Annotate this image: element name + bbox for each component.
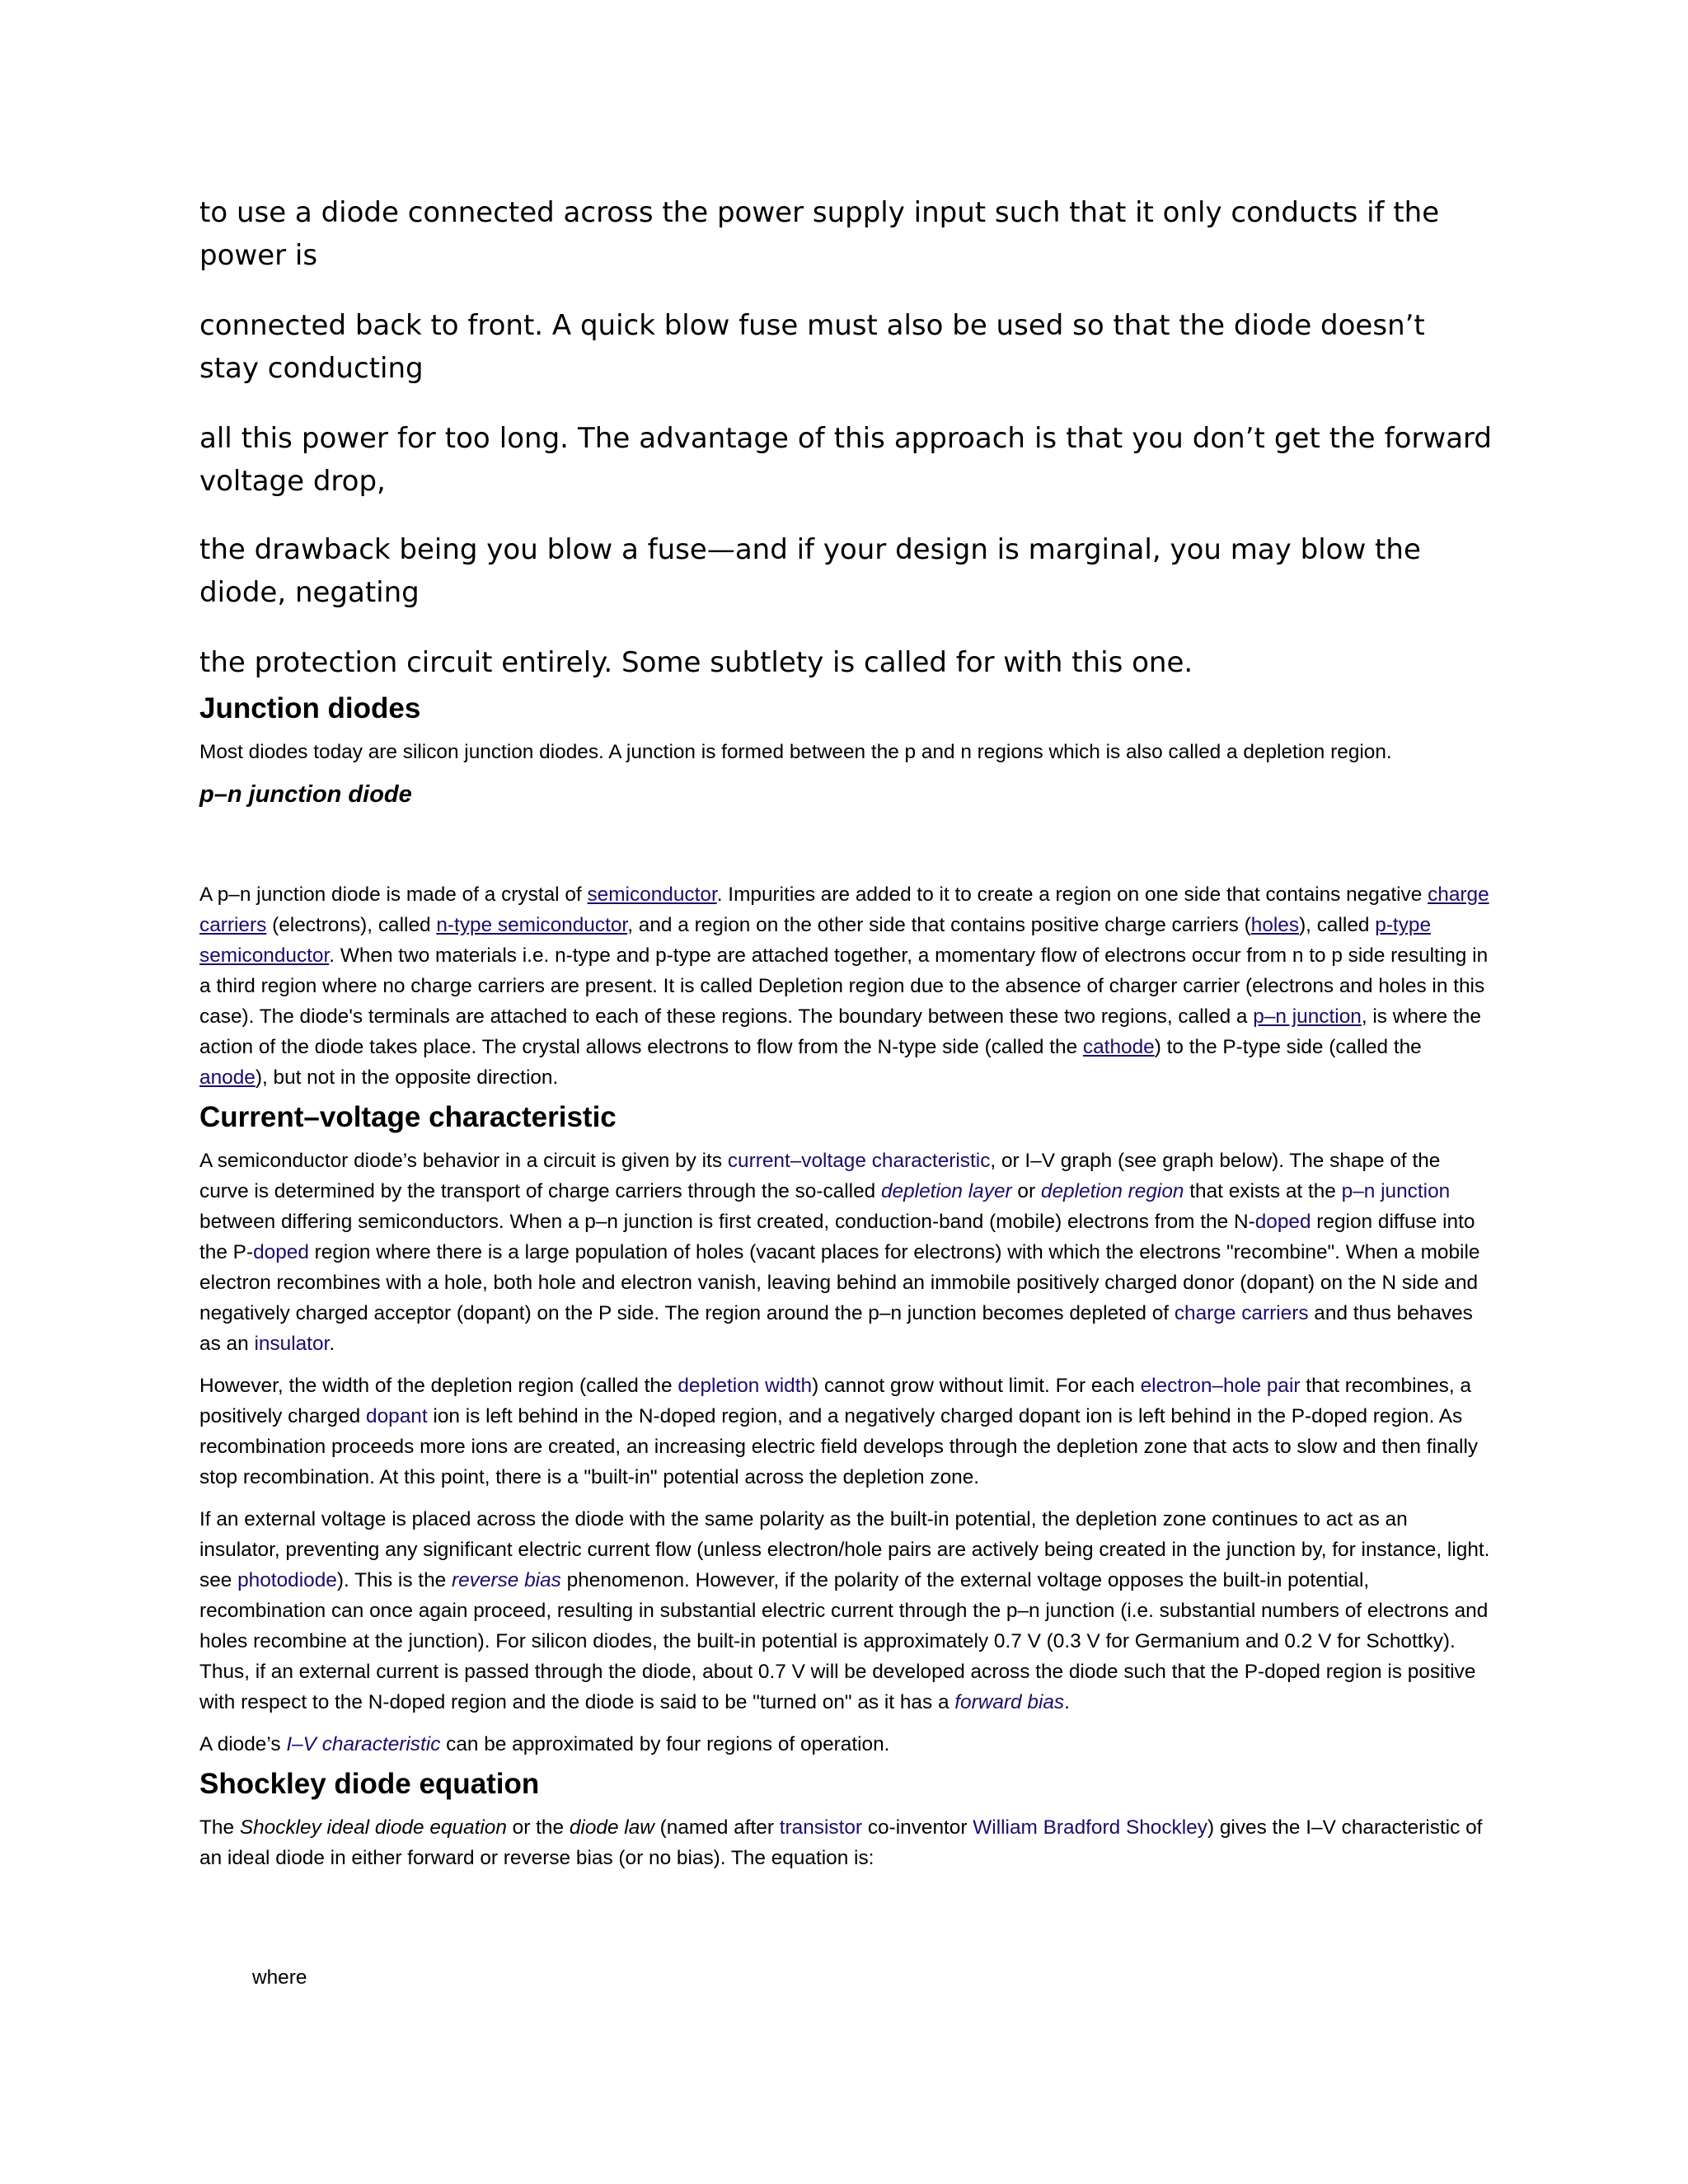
link-current-voltage-characteristic[interactable]: current–voltage characteristic [727,1150,991,1172]
cv-paragraph-2: However, the width of the depletion region (called the depletion width) cannot grow without limit. For each electron–hole pair that recombines, a positively charged dopant ion is left behind in the N-doped region, and a negatively charged dopant ion is left behind in the P-doped region. As recombination proceeds more ions are created, an increasing electric field develops through the depletion zone that acts to slow and then finally stop recombination. At this point, there is a "built-in" potential across the depletion zone. [199,1375,1479,1488]
link-forward-bias[interactable]: forward bias [954,1691,1065,1713]
heading-shockley-diode-equation: Shockley diode equation [199,1768,540,1800]
intro-line-5: the protection circuit entirely. Some subtlety is called for with this one. [199,646,1193,679]
cv-paragraph-4: A diode’s I–V characteristic can be approximated by four regions of operation. [199,1733,890,1755]
link-charge-carriers-2[interactable]: charge carriers [1174,1302,1309,1324]
link-reverse-bias[interactable]: reverse bias [452,1569,561,1591]
link-william-bradford-shockley[interactable]: William Bradford Shockley [973,1816,1207,1839]
link-n-type-semiconductor[interactable]: n-type semiconductor [436,914,628,936]
document-page [199,191,1492,1993]
link-anode[interactable]: anode [199,1066,256,1089]
intro-text [199,191,1492,684]
cv-paragraph-3: If an external voltage is placed across the diode with the same polarity as the built-in potential, the depletion zone continues to act as an insulator, preventing any significant electric current flow (unless electron/hole pairs are actively being created in the junction by, for instance, light. see photodiode). This is the reverse bias phenomenon. However, if the polarity of the external voltage opposes the built-in potential, recombination can once again proceed, resulting in substantial electric current through the p–n junction (i.e. substantial numbers of electrons and holes recombine at the junction). For silicon diodes, the built-in potential is approximately 0.7 V (0.3 V for Germanium and 0.2 V for Schottky). Thus, if an external current is passed through the diode, about 0.7 V will be developed across the diode such that the P-doped region is positive with respect to the N-doped region and the diode is said to be "turned on" as it has a forward bias. [199,1508,1490,1713]
intro-line-4: the drawback being you blow a fuse—and if your design is marginal, you may blow the diode, negating [199,533,1421,609]
link-transistor[interactable]: transistor [779,1816,863,1839]
link-semiconductor[interactable]: semiconductor [587,883,717,906]
where-label: where [252,1966,307,1989]
link-depletion-layer[interactable]: depletion layer [880,1180,1012,1202]
link-dopant[interactable]: dopant [366,1405,428,1427]
heading-current-voltage: Current–voltage characteristic [199,1101,617,1133]
shockley-paragraph: The Shockley ideal diode equation or the diode law (named after transistor co-inventor William Bradford Shockley) gives the I–V characteristic of an ideal diode in either forward or reverse bias (or no bias). The equation is: [199,1816,1483,1869]
link-depletion-width[interactable]: depletion width [678,1375,813,1397]
link-holes[interactable]: holes [1250,914,1300,936]
link-doped-n[interactable]: doped [1254,1211,1311,1233]
link-charge-carriers[interactable]: charge carriers [199,883,1489,936]
link-pn-junction[interactable]: p–n junction [1253,1005,1362,1028]
link-doped-p[interactable]: doped [253,1241,309,1263]
link-pn-junction-2[interactable]: p–n junction [1341,1180,1451,1202]
heading-junction-diodes: Junction diodes [199,692,421,724]
link-p-type-semiconductor[interactable]: p-type semiconductor [199,914,1432,967]
cv-paragraph-1: A semiconductor diode’s behavior in a circuit is given by its current–voltage characteristic, or I–V graph (see graph below). The shape of the curve is determined by the transport of charge carriers through the so-called depletion layer or depletion region that exists at the p–n junction between differing semiconductors. When a p–n junction is first created, conduction-band (mobile) electrons from the N-doped region diffuse into the P-doped region where there is a large population of holes (vacant places for electrons) with which the electrons "recombine". When a mobile electron recombines with a hole, both hole and electron vanish, leaving behind an immobile positively charged donor (dopant) on the N side and negatively charged acceptor (dopant) on the P side. The region around the p–n junction becomes depleted of charge carriers and thus behaves as an insulator. [199,1150,1480,1355]
intro-line-2: connected back to front. A quick blow fuse must also be used so that the diode doesn’t stay conducting [199,309,1425,385]
link-electron-hole-pair[interactable]: electron–hole pair [1140,1375,1301,1397]
link-depletion-region[interactable]: depletion region [1040,1180,1184,1202]
link-iv-characteristic[interactable]: I–V characteristic [286,1733,441,1755]
link-insulator[interactable]: insulator [254,1333,330,1355]
intro-line-1: to use a diode connected across the power supply input such that it only conducts if the power is [199,196,1440,272]
junction-paragraph: Most diodes today are silicon junction diodes. A junction is formed between the p and n regions which is also called a depletion region. [199,741,1392,763]
intro-line-3: all this power for too long. The advantage of this approach is that you don’t get the forward voltage drop, [199,422,1492,498]
pn-paragraph: A p–n junction diode is made of a crystal of semiconductor. Impurities are added to it to create a region on one side that contains negative charge carriers (electrons), called n-type semiconductor, and a region on the other side that contains positive charge carriers (holes), called p-type semiconductor. When two materials i.e. n-type and p-type are attached together, a momentary flow of electrons occur from n to p side resulting in a third region where no charge carriers are present. It is called Depletion region due to the absence of charger carrier (electrons and holes in this case). The diode's terminals are attached to each of these regions. The boundary between these two regions, called a p–n junction, is where the action of the diode takes place. The crystal allows electrons to flow from the N-type side (called the cathode) to the P-type side (called the anode), but not in the opposite direction. [199,883,1489,1089]
subheading-pn-junction-diode: p–n junction diode [199,781,412,808]
main-body [199,691,1492,1993]
link-cathode[interactable]: cathode [1082,1036,1155,1058]
link-photodiode[interactable]: photodiode [237,1569,337,1591]
